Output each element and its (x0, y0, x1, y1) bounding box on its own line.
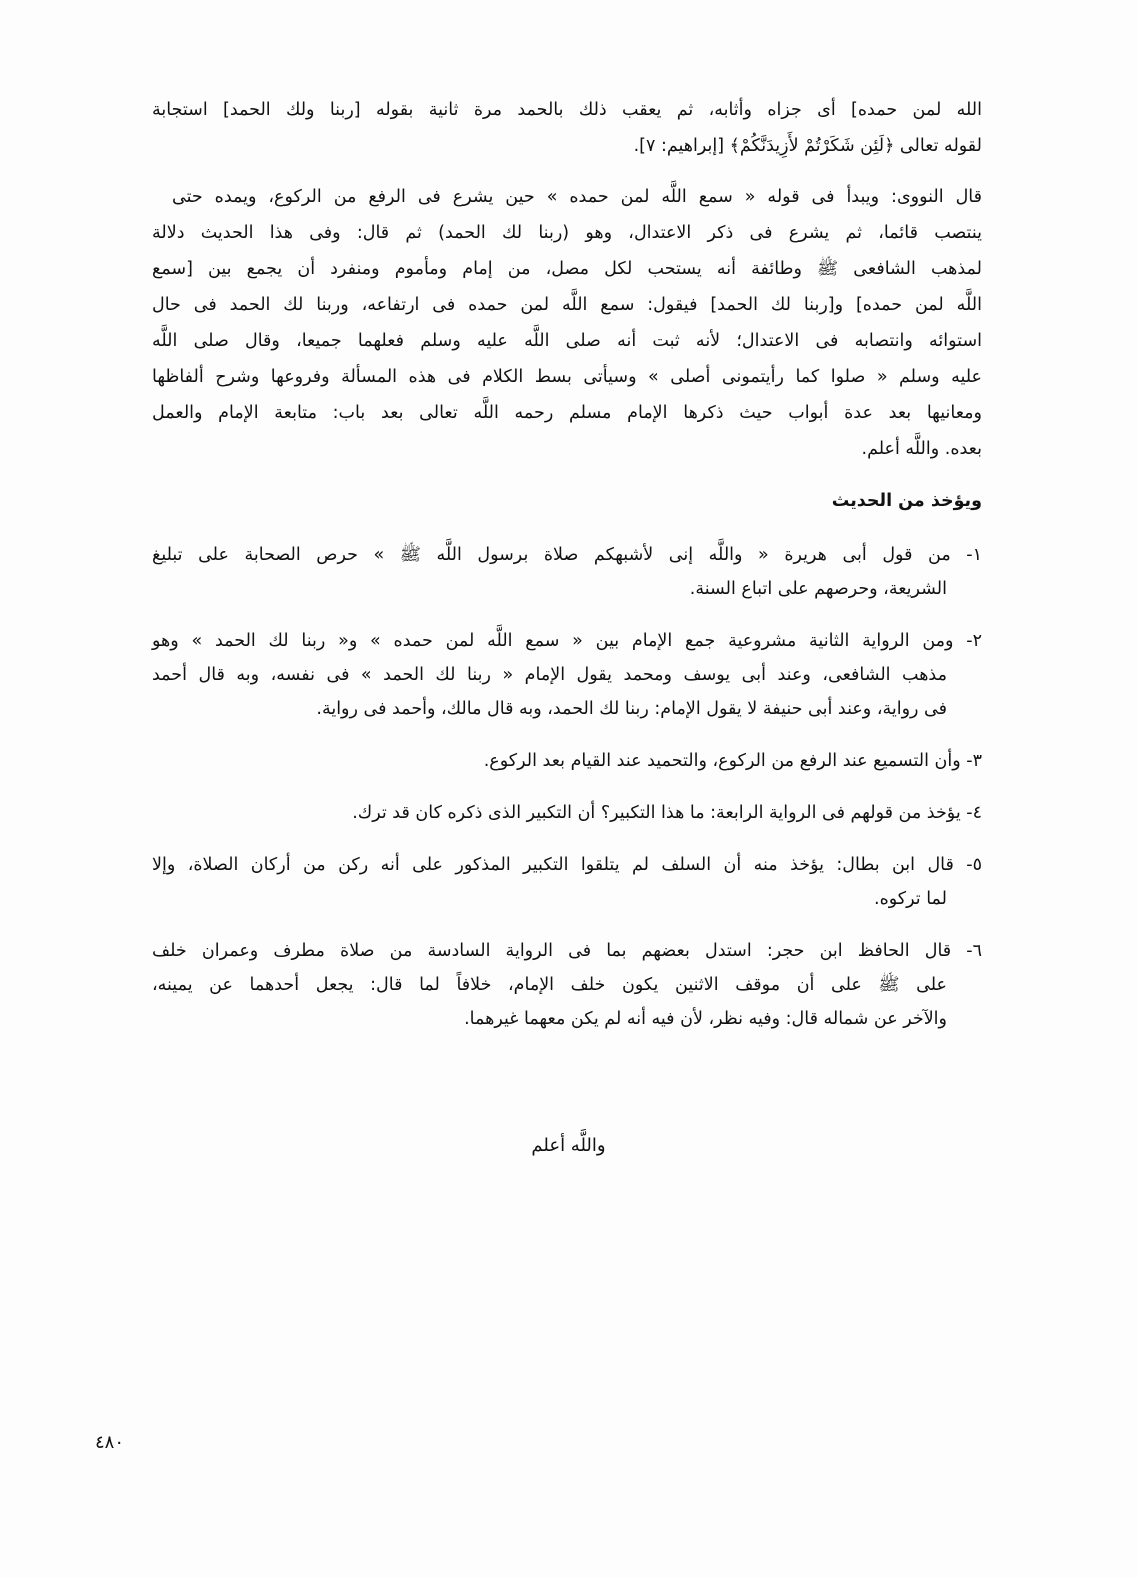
text-line: ينتصب قائما، ثم يشرع فى ذكر الاعتدال، وهو (ربنا لك الحمد) ثم قال: وفى هذا الحديث دلالة (152, 223, 982, 243)
text-line: الله لمن حمده] أى جزاه وأثابه، ثم يعقب ذلك بالحمد مرة ثانية بقوله [ربنا ولك الحمد] استجابة (152, 100, 982, 120)
list-item-line: ٥- قال ابن بطال: يؤخذ منه أن السلف لم يتلقوا التكبير المذكور على أنه ركن من أركان الصلاة، وإلا (152, 855, 982, 875)
list-item-line: ٤- يؤخذ من قولهم فى الرواية الرابعة: ما هذا التكبير؟ أن التكبير الذى ذكره كان قد ترك. (352, 803, 982, 823)
list-item-line: ٦- قال الحافظ ابن حجر: استدل بعضهم بما فى الرواية السادسة من صلاة مطرف وعمران خلف (152, 941, 982, 961)
list-item-line: لما تركوه. (874, 889, 947, 909)
text-line: قال النووى: ويبدأ فى قوله « سمع اللَّه لمن حمده » حين يشرع فى الرفع من الركوع، ويمده حتى (172, 187, 982, 207)
text-line: لمذهب الشافعى ﷺ وطائفة أنه يستحب لكل مصل، من إمام ومأموم ومنفرد أن يجمع بين [سمع (152, 259, 982, 279)
text-line: ومعانيها بعد عدة أبواب حيث ذكرها الإمام مسلم رحمه اللَّه تعالى بعد باب: متابعة الإمام والعمل (152, 403, 982, 423)
list-item-line: الشريعة، وحرصهم على اتباع السنة. (689, 579, 947, 599)
list-item-line: ١- من قول أبى هريرة « واللَّه إنى لأشبهكم صلاة برسول اللَّه ﷺ » حرص الصحابة على تبليغ (152, 545, 982, 565)
text-line: عليه وسلم « صلوا كما رأيتمونى أصلى » وسيأتى بسط الكلام فى هذه المسألة وفروعها وشرح ألفاظها (152, 367, 982, 387)
list-item-line: مذهب الشافعى، وعند أبى يوسف ومحمد يقول الإمام « ربنا لك الحمد » فى نفسه، وبه قال أحمد (152, 665, 947, 685)
text-line: استوائه وانتصابه فى الاعتدال؛ لأنه ثبت أنه صلى اللَّه عليه وسلم فعلهما جميعا، وقال صلى اللَّه (152, 331, 982, 351)
list-item-line: على ﷺ على أن موقف الاثنين يكون خلف الإمام، خلافاً لما قال: يجعل أحدهما عن يمينه، (152, 975, 947, 995)
page-number: ٤٨٠ (95, 1432, 125, 1453)
section-heading: ويؤخذ من الحديث (831, 491, 982, 511)
list-item-line: والآخر عن شماله قال: وفيه نظر، لأن فيه أنه لم يكن معهما غيرهما. (464, 1009, 947, 1029)
closing-text: واللَّه أعلم (531, 1135, 606, 1156)
text-line: بعده. واللَّه أعلم. (861, 439, 982, 459)
list-item-line: ٣- وأن التسميع عند الرفع من الركوع، والتحميد عند القيام بعد الركوع. (483, 751, 982, 771)
text-line: اللَّه لمن حمده] و[ربنا لك الحمد] فيقول: سمع اللَّه لمن حمده فى ارتفاعه، وربنا لك الحمد فى حال (152, 295, 982, 315)
list-item-line: فى رواية، وعند أبى حنيفة لا يقول الإمام: ربنا لك الحمد، وبه قال مالك، وأحمد فى رواية. (316, 699, 947, 719)
list-item-line: ٢- ومن الرواية الثانية مشروعية جمع الإمام بين « سمع اللَّه لمن حمده » و« ربنا لك الحمد » وهو (152, 631, 982, 651)
text-line: لقوله تعالى ﴿لَئِن شَكَرْتُمْ لأَزِيدَنَّكُمْ﴾ [إبراهيم: ٧]. (633, 136, 982, 156)
